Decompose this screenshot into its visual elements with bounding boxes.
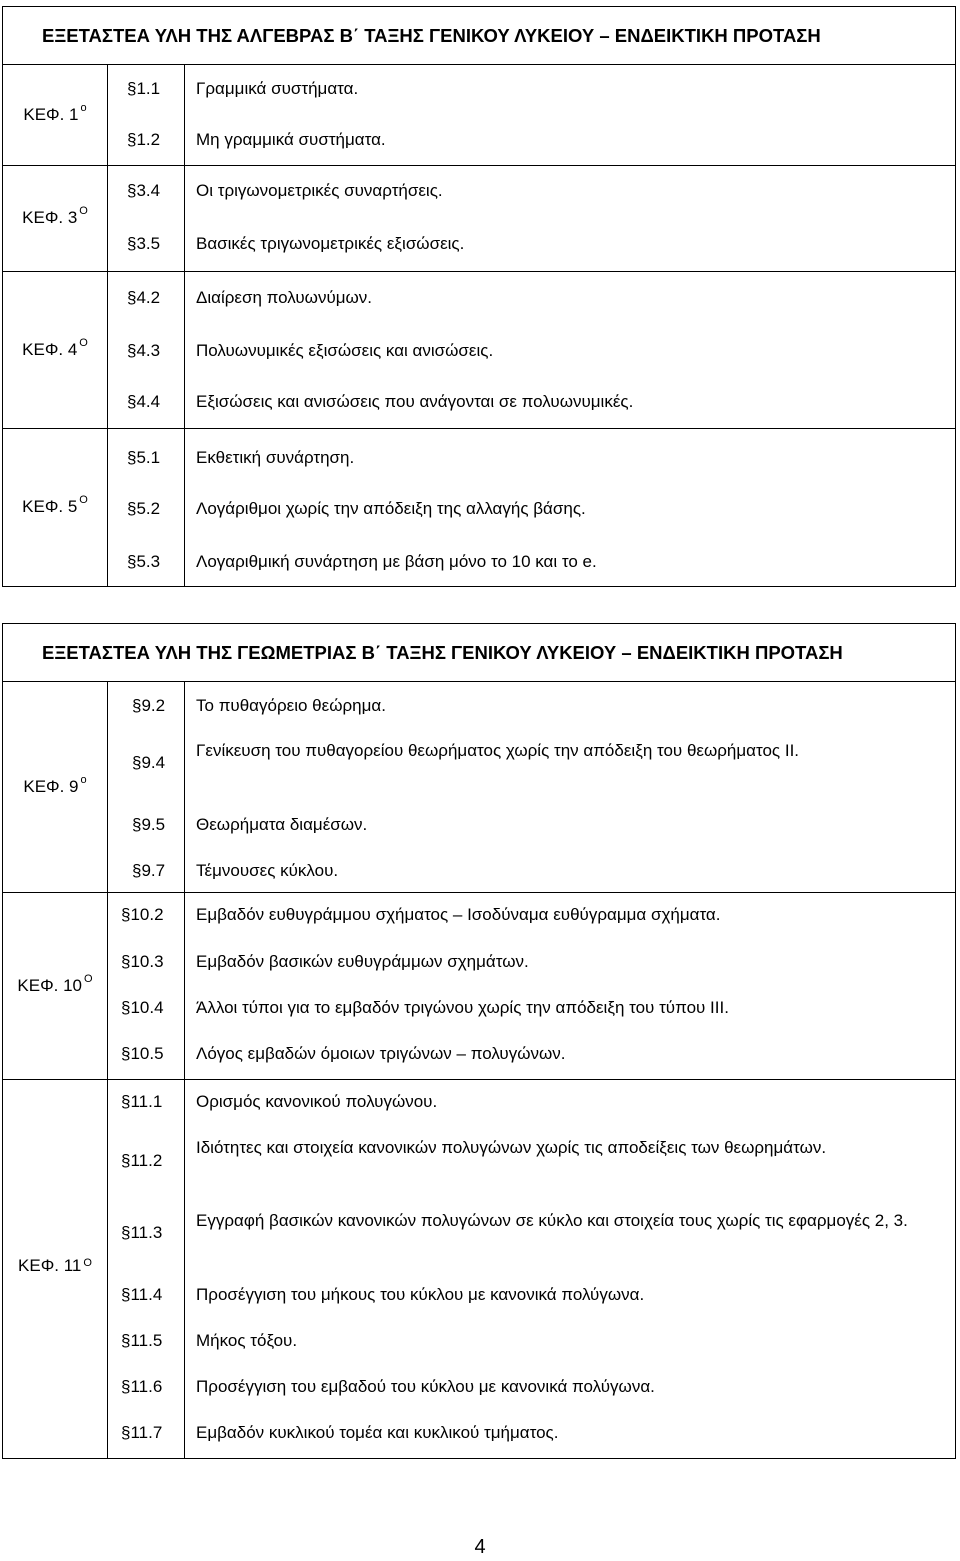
page-number: 4	[474, 1536, 486, 1558]
chapter-label: ΚΕΦ. 1 $^o$	[23, 102, 87, 124]
section-number: §10.2	[121, 905, 164, 924]
algebra-table	[2, 6, 956, 587]
row-divider	[3, 892, 955, 893]
section-title: Μη γραμμικά συστήματα.	[196, 130, 386, 149]
geometry-title: ΕΞΕΤΑΣΤΕΑ ΥΛΗ ΤΗΣ ΓΕΩΜΕΤΡΙΑΣ Β΄ ΤΑΞΗΣ ΓΕΝΙΚΟΥ ΛΥΚΕΙΟΥ – ΕΝΔΕΙΚΤΙΚΗ ΠΡΟΤΑΣΗ	[3, 624, 955, 682]
section-column-divider	[184, 65, 185, 586]
section-title: Ιδιότητες και στοιχεία κανονικών πολυγώνων χωρίς τις αποδείξεις των θεωρημάτων.	[196, 1138, 827, 1157]
section-number: §4.3	[127, 341, 161, 360]
row-divider	[3, 428, 955, 429]
section-number: §4.4	[127, 392, 161, 411]
chapter-label: ΚΕΦ. 3 $^O$	[22, 205, 88, 227]
section-number: §11.1	[121, 1092, 163, 1111]
section-title: Οι τριγωνομετρικές συναρτήσεις.	[196, 181, 443, 200]
chapter-label: ΚΕΦ. 10 $^O$	[17, 972, 93, 995]
section-title: Ορισμός κανονικού πολυγώνου.	[196, 1092, 438, 1111]
section-title: Εγγραφή βασικών κανονικών πολυγώνων σε κύκλο και στοιχεία τους χωρίς τις εφαρμογές 2, 3.	[196, 1211, 908, 1230]
section-title: Γενίκευση του πυθαγορείου θεωρήματος χωρίς την απόδειξη του θεωρήματος ΙΙ.	[196, 741, 800, 760]
section-title: Εκθετική συνάρτηση.	[196, 448, 355, 467]
section-number: §1.2	[127, 130, 161, 149]
section-number: §5.1	[127, 448, 161, 467]
section-title: Βασικές τριγωνομετρικές εξισώσεις.	[196, 234, 465, 253]
chapter-column-divider	[107, 65, 108, 586]
geometry-table	[2, 623, 956, 1459]
section-title: Προσέγγιση του εμβαδού του κύκλου με κανονικά πολύγωνα.	[196, 1377, 655, 1396]
chapter-label: ΚΕΦ. 4 $^O$	[22, 336, 88, 359]
section-number: §10.3	[121, 952, 164, 971]
section-number: §9.7	[132, 861, 166, 880]
section-number: §11.7	[121, 1423, 163, 1442]
section-title: Τέμνουσες κύκλου.	[196, 861, 339, 880]
chapter-label: ΚΕΦ. 9 $^o$	[23, 774, 87, 796]
section-title: Άλλοι τύποι για το εμβαδόν τριγώνου χωρίς την απόδειξη του τύπου ΙΙΙ.	[196, 998, 729, 1017]
section-title: Εξισώσεις και ανισώσεις που ανάγονται σε πολυωνυμικές.	[196, 392, 634, 411]
section-column-divider	[184, 682, 185, 1458]
section-number: §4.2	[127, 288, 161, 307]
section-number: §9.4	[132, 753, 166, 772]
section-number: §3.5	[127, 234, 161, 253]
algebra-body	[3, 65, 955, 586]
section-title: Θεωρήματα διαμέσων.	[196, 815, 368, 834]
section-title: Λογάριθμοι χωρίς την απόδειξη της αλλαγής βάσης.	[196, 499, 586, 518]
section-title: Εμβαδόν κυκλικού τομέα και κυκλικού τμήματος.	[196, 1423, 559, 1442]
section-title: Μήκος τόξου.	[196, 1331, 298, 1350]
chapter-label: ΚΕΦ. 5 $^O$	[22, 494, 88, 516]
section-number: §11.6	[121, 1377, 163, 1396]
section-number: §5.2	[127, 499, 161, 518]
section-number: §5.3	[127, 552, 161, 571]
section-number: §11.5	[121, 1331, 163, 1350]
section-number: §11.3	[121, 1223, 163, 1242]
section-number: §1.1	[127, 79, 161, 98]
algebra-title: ΕΞΕΤΑΣΤΕΑ ΥΛΗ ΤΗΣ ΑΛΓΕΒΡΑΣ Β΄ ΤΑΞΗΣ ΓΕΝΙΚΟΥ ΛΥΚΕΙΟΥ – ΕΝΔΕΙΚΤΙΚΗ ΠΡΟΤΑΣΗ	[3, 7, 955, 65]
section-title: Γραμμικά συστήματα.	[196, 79, 359, 98]
section-number: §11.2	[121, 1151, 163, 1170]
section-number: §11.4	[121, 1285, 163, 1304]
section-title: Εμβαδόν βασικών ευθυγράμμων σχημάτων.	[196, 952, 529, 971]
section-title: Εμβαδόν ευθυγράμμου σχήματος – Ισοδύναμα ευθύγραμμα σχήματα.	[196, 905, 721, 924]
section-number: §9.5	[132, 815, 166, 834]
section-title: Το πυθαγόρειο θεώρημα.	[196, 696, 386, 715]
section-number: §9.2	[132, 696, 166, 715]
section-title: Προσέγγιση του μήκους του κύκλου με κανονικά πολύγωνα.	[196, 1285, 645, 1304]
chapter-column-divider	[107, 682, 108, 1458]
section-title: Διαίρεση πολυωνύμων.	[196, 288, 373, 307]
section-title: Λογαριθμική συνάρτηση με βάση μόνο το 10 και το e.	[196, 552, 597, 571]
section-title: Λόγος εμβαδών όμοιων τριγώνων – πολυγώνων.	[196, 1044, 566, 1063]
section-number: §10.4	[121, 998, 164, 1017]
row-divider	[3, 165, 955, 166]
geometry-body	[3, 682, 955, 1458]
chapter-label: ΚΕΦ. 11 $^O$	[18, 1256, 92, 1275]
section-title: Πολυωνυμικές εξισώσεις και ανισώσεις.	[196, 341, 494, 360]
row-divider	[3, 1079, 955, 1080]
row-divider	[3, 271, 955, 272]
section-number: §3.4	[127, 181, 161, 200]
section-number: §10.5	[121, 1044, 164, 1063]
